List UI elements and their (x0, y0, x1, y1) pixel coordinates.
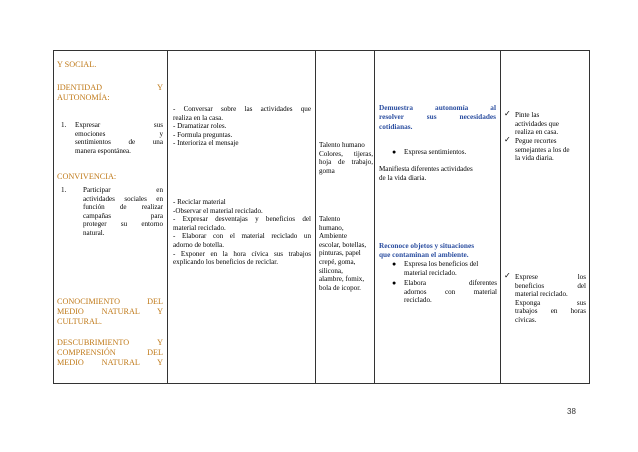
activities-block-2: - Reciclar material -Observar el material reciclado. - Expresar desventajas y beneficios del material reciclado. - Elaborar con el material reciclado un adorno de botella. - Exponer en la hora cívica sus trabajos explicando los beneficios de reciclar. (173, 198, 311, 267)
indicator-1-bullet: ● Expresa sentimientos. (392, 148, 467, 156)
indicator-2: Reconoce objetos y situaciones que contaminan el ambiente. (379, 241, 475, 260)
identidad-heading: IDENTIDAD Y AUTONOMÍA: (57, 83, 163, 102)
checkmark-icon: ✓ (504, 135, 511, 144)
bullet-icon: ● (392, 279, 397, 287)
page-number: 38 (567, 407, 576, 416)
evaluation-item-3: ✓ Exprese los beneficios del material reciclado. Exponga sus trabajos en horas cívicas. (504, 271, 586, 324)
planning-table (53, 50, 590, 384)
convivencia-objective: 1. Participar en actividades sociales en función de realizar campañas para proteger su entorno natural. (61, 186, 163, 237)
indicator-2-bullet-2: ● Elabora diferentes adornos con material reciclado. (392, 279, 497, 305)
indicator-1-description: Manifiesta diferentes actividades de la vida diaria. (379, 165, 473, 182)
bullet-icon: ● (392, 260, 397, 268)
checkmark-icon: ✓ (504, 271, 511, 280)
convivencia-heading: CONVIVENCIA: (57, 172, 117, 181)
indicator-1: Demuestra autonomía al resolver sus necesidades cotidianas. (379, 103, 496, 131)
table-row (54, 51, 590, 384)
descubrimiento-heading: DESCUBRIMIENTO Y COMPRENSIÓN DEL MEDIO NATURAL Y (57, 338, 163, 367)
evaluation-cell (501, 51, 590, 384)
activities-block-1: - Conversar sobre las actividades que realiza en la casa. - Dramatizar roles. - Formula preguntas. - Interioriza el mensaje (173, 105, 311, 148)
identidad-objective: 1. Expresar sus emociones y sentimientos de una manera espontánea. (61, 121, 163, 155)
evaluation-item-1: ✓ Pinte las actividades que realiza en casa. (504, 109, 559, 137)
competencies-cell (54, 51, 168, 384)
bullet-icon: ● (392, 148, 397, 156)
resources-block-2: Talento humano, Ambiente escolar, botellas, pinturas, papel crepé, goma, silicona, alambre, fomix, bola de icopor. (319, 215, 367, 292)
resources-block-1: Talento humano Colores, tijeras, hoja de trabajo, goma (319, 141, 373, 175)
indicators-cell (375, 51, 501, 384)
checkmark-icon: ✓ (504, 109, 511, 118)
indicator-2-bullet-1: ● Expresa los beneficios del material reciclado. (392, 260, 479, 277)
social-tail: Y SOCIAL. (57, 60, 97, 69)
resources-cell (316, 51, 375, 384)
evaluation-item-2: ✓ Pegue recortes semejantes a los de la vida diaria. (504, 135, 570, 163)
conocimiento-heading: CONOCIMIENTO DEL MEDIO NATURAL Y CULTURAL. (57, 297, 163, 326)
activities-cell (168, 51, 316, 384)
